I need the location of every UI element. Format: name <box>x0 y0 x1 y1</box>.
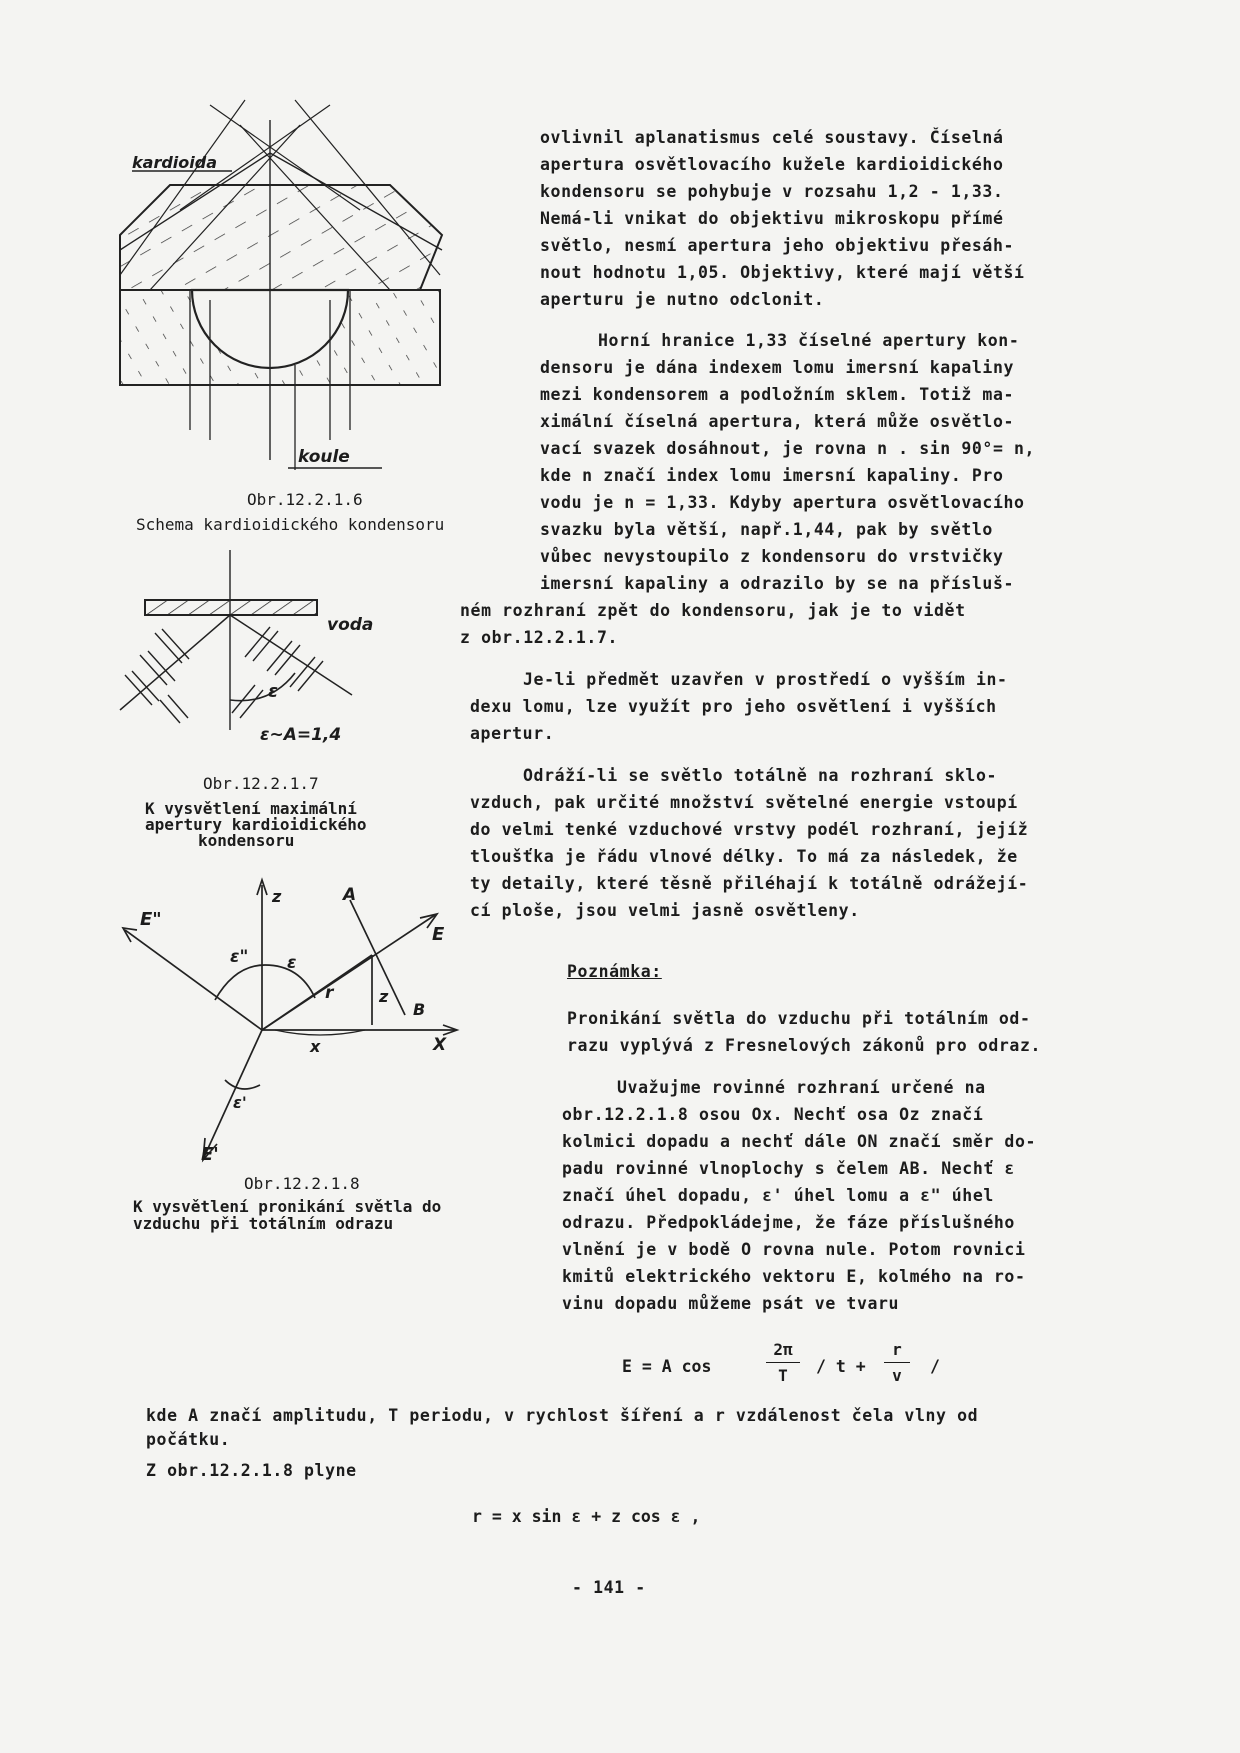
text-line: ximální číselná apertura, která může osvětlo- <box>540 412 1015 431</box>
label-B: B <box>413 1000 426 1019</box>
label-r: r <box>325 983 334 1003</box>
text-line: ovlivnil aplanatismus celé soustavy. Číselná <box>540 128 1004 147</box>
label-eps: ε <box>287 953 297 973</box>
text-line: kde A značí amplitudu, T periodu, v rychlost šíření a r vzdálenost čela vlny od <box>146 1406 979 1425</box>
text-line: vinu dopadu můžeme psát ve tvaru <box>562 1294 900 1313</box>
fig2-caption-number: Obr.12.2.1.7 <box>203 774 319 793</box>
label-kardioida: kardioida <box>132 153 217 172</box>
text-line: Z obr.12.2.1.8 plyne <box>146 1461 357 1480</box>
text-line: kolmici dopadu a nechť dále ON značí směr do- <box>562 1132 1037 1151</box>
text-line: vací svazek dosáhnout, je rovna n . sin 90°= n, <box>540 439 1036 458</box>
text-line: padu rovinné vlnoplochy s čelem AB. Nechť ε <box>562 1159 1015 1178</box>
label-eps-refracted: ε' <box>233 1093 247 1112</box>
formula-numerator: 2π <box>773 1340 793 1359</box>
text-line: světlo, nesmí apertura jeho objektivu přesáh- <box>540 236 1015 255</box>
formula-E-lhs: E = A cos <box>622 1357 712 1376</box>
text-line: aperturu je nutno odclonit. <box>540 290 825 309</box>
text-line: Nemá-li vnikat do objektivu mikroskopu přímé <box>540 209 1004 228</box>
figure-kardioid-condenser <box>120 100 480 520</box>
text-line: z obr.12.2.1.7. <box>460 628 619 647</box>
text-line: mezi kondensorem a podložním sklem. Totiž ma- <box>540 385 1015 404</box>
text-line: apertur. <box>470 724 555 743</box>
text-line: odrazu. Předpokládejme, že fáze příslušného <box>562 1213 1015 1232</box>
label-E-refracted: E' <box>201 1144 219 1165</box>
fig3-caption-line1: K vysvětlení pronikání světla do <box>133 1197 442 1216</box>
label-eps-reflected: ε" <box>230 947 249 967</box>
fig1-caption-text: Schema kardioidického kondensoru <box>136 515 445 534</box>
text-line: vodu je n = 1,33. Kdyby apertura osvětlovacího <box>540 493 1025 512</box>
text-line: kondensoru se pohybuje v rozsahu 1,2 - 1,33. <box>540 182 1004 201</box>
text-line: cí ploše, jsou velmi jasně osvětleny. <box>470 901 860 920</box>
formula-r: r = x sin ε + z cos ε , <box>472 1507 701 1526</box>
fig3-caption-line2: vzduchu při totálním odrazu <box>133 1214 394 1233</box>
note-heading: Poznámka: <box>567 962 662 981</box>
text-line: vzduch, pak určité množství světelné energie vstoupí <box>470 793 1018 812</box>
text-line: Horní hranice 1,33 číselné apertury kon- <box>598 331 1020 350</box>
text-line: svazku byla větší, např.1,44, pak by světlo <box>540 520 993 539</box>
text-line: razu vyplývá z Fresnelových zákonů pro odraz. <box>567 1036 1042 1055</box>
formula-denominator2: v <box>892 1366 902 1385</box>
label-x: x <box>310 1037 321 1056</box>
label-X: X <box>433 1035 447 1055</box>
text-line: Uvažujme rovinné rozhraní určené na <box>617 1078 986 1097</box>
text-line: ty detaily, které těsně přiléhají k totálně odrážejí- <box>470 874 1029 893</box>
text-line: Je-li předmět uzavřen v prostředí o vyšším in- <box>523 670 1008 689</box>
label-z-axis: z <box>272 887 282 906</box>
fig2-caption-line1: K vysvětlení maximální <box>145 799 357 818</box>
formula-mid: / t + <box>816 1357 866 1376</box>
formula-numerator2: r <box>892 1340 902 1359</box>
text-line: kmitů elektrického vektoru E, kolmého na ro- <box>562 1267 1026 1286</box>
label-z-proj: z <box>379 987 389 1006</box>
label-E-reflected: E" <box>140 909 162 930</box>
text-line: počátku. <box>146 1430 231 1449</box>
formula-end: / <box>930 1357 940 1376</box>
fig1-caption-number: Obr.12.2.1.6 <box>247 490 363 509</box>
fig2-caption-line2: apertury kardioidického <box>145 815 367 834</box>
formula-denominator: T <box>778 1366 788 1385</box>
text-line: dexu lomu, lze využít pro jeho osvětlení i vyšších <box>470 697 997 716</box>
label-aperture: ε~A=1,4 <box>260 725 342 745</box>
text-line: imersní kapaliny a odrazilo by se na přísluš- <box>540 574 1015 593</box>
text-line: kde n značí index lomu imersní kapaliny. Pro <box>540 466 1004 485</box>
text-line: vůbec nevystoupilo z kondensoru do vrstvičky <box>540 547 1004 566</box>
text-line: ném rozhraní zpět do kondensoru, jak je to vidět <box>460 601 966 620</box>
figure-total-reflection <box>115 870 475 1170</box>
text-line: Pronikání světla do vzduchu při totálním od- <box>567 1009 1031 1028</box>
text-line: tloušťka je řádu vlnové délky. To má za následek, že <box>470 847 1018 866</box>
text-line: densoru je dána indexem lomu imersní kapaliny <box>540 358 1015 377</box>
label-koule: koule <box>298 447 350 467</box>
text-line: obr.12.2.1.8 osou Ox. Nechť osa Oz značí <box>562 1105 984 1124</box>
text-line: nout hodnotu 1,05. Objektivy, které mají větší <box>540 263 1025 282</box>
figure-max-aperture <box>120 545 400 745</box>
text-line: Odráží-li se světlo totálně na rozhraní sklo- <box>523 766 998 785</box>
label-voda: voda <box>327 615 374 635</box>
page-number: - 141 - <box>572 1578 646 1597</box>
label-E-incident: E <box>432 924 445 945</box>
text-line: apertura osvětlovacího kužele kardioidického <box>540 155 1004 174</box>
text-line: do velmi tenké vzduchové vrstvy podél rozhraní, jejíž <box>470 820 1029 839</box>
text-line: značí úhel dopadu, ε' úhel lomu a ε" úhel <box>562 1186 994 1205</box>
text-line: vlnění je v bodě O rovna nule. Potom rovnici <box>562 1240 1026 1259</box>
label-A: A <box>343 885 357 905</box>
label-epsilon: ε <box>268 681 279 702</box>
fig2-caption-line3: kondensoru <box>198 831 295 850</box>
fig3-caption-number: Obr.12.2.1.8 <box>244 1174 360 1193</box>
